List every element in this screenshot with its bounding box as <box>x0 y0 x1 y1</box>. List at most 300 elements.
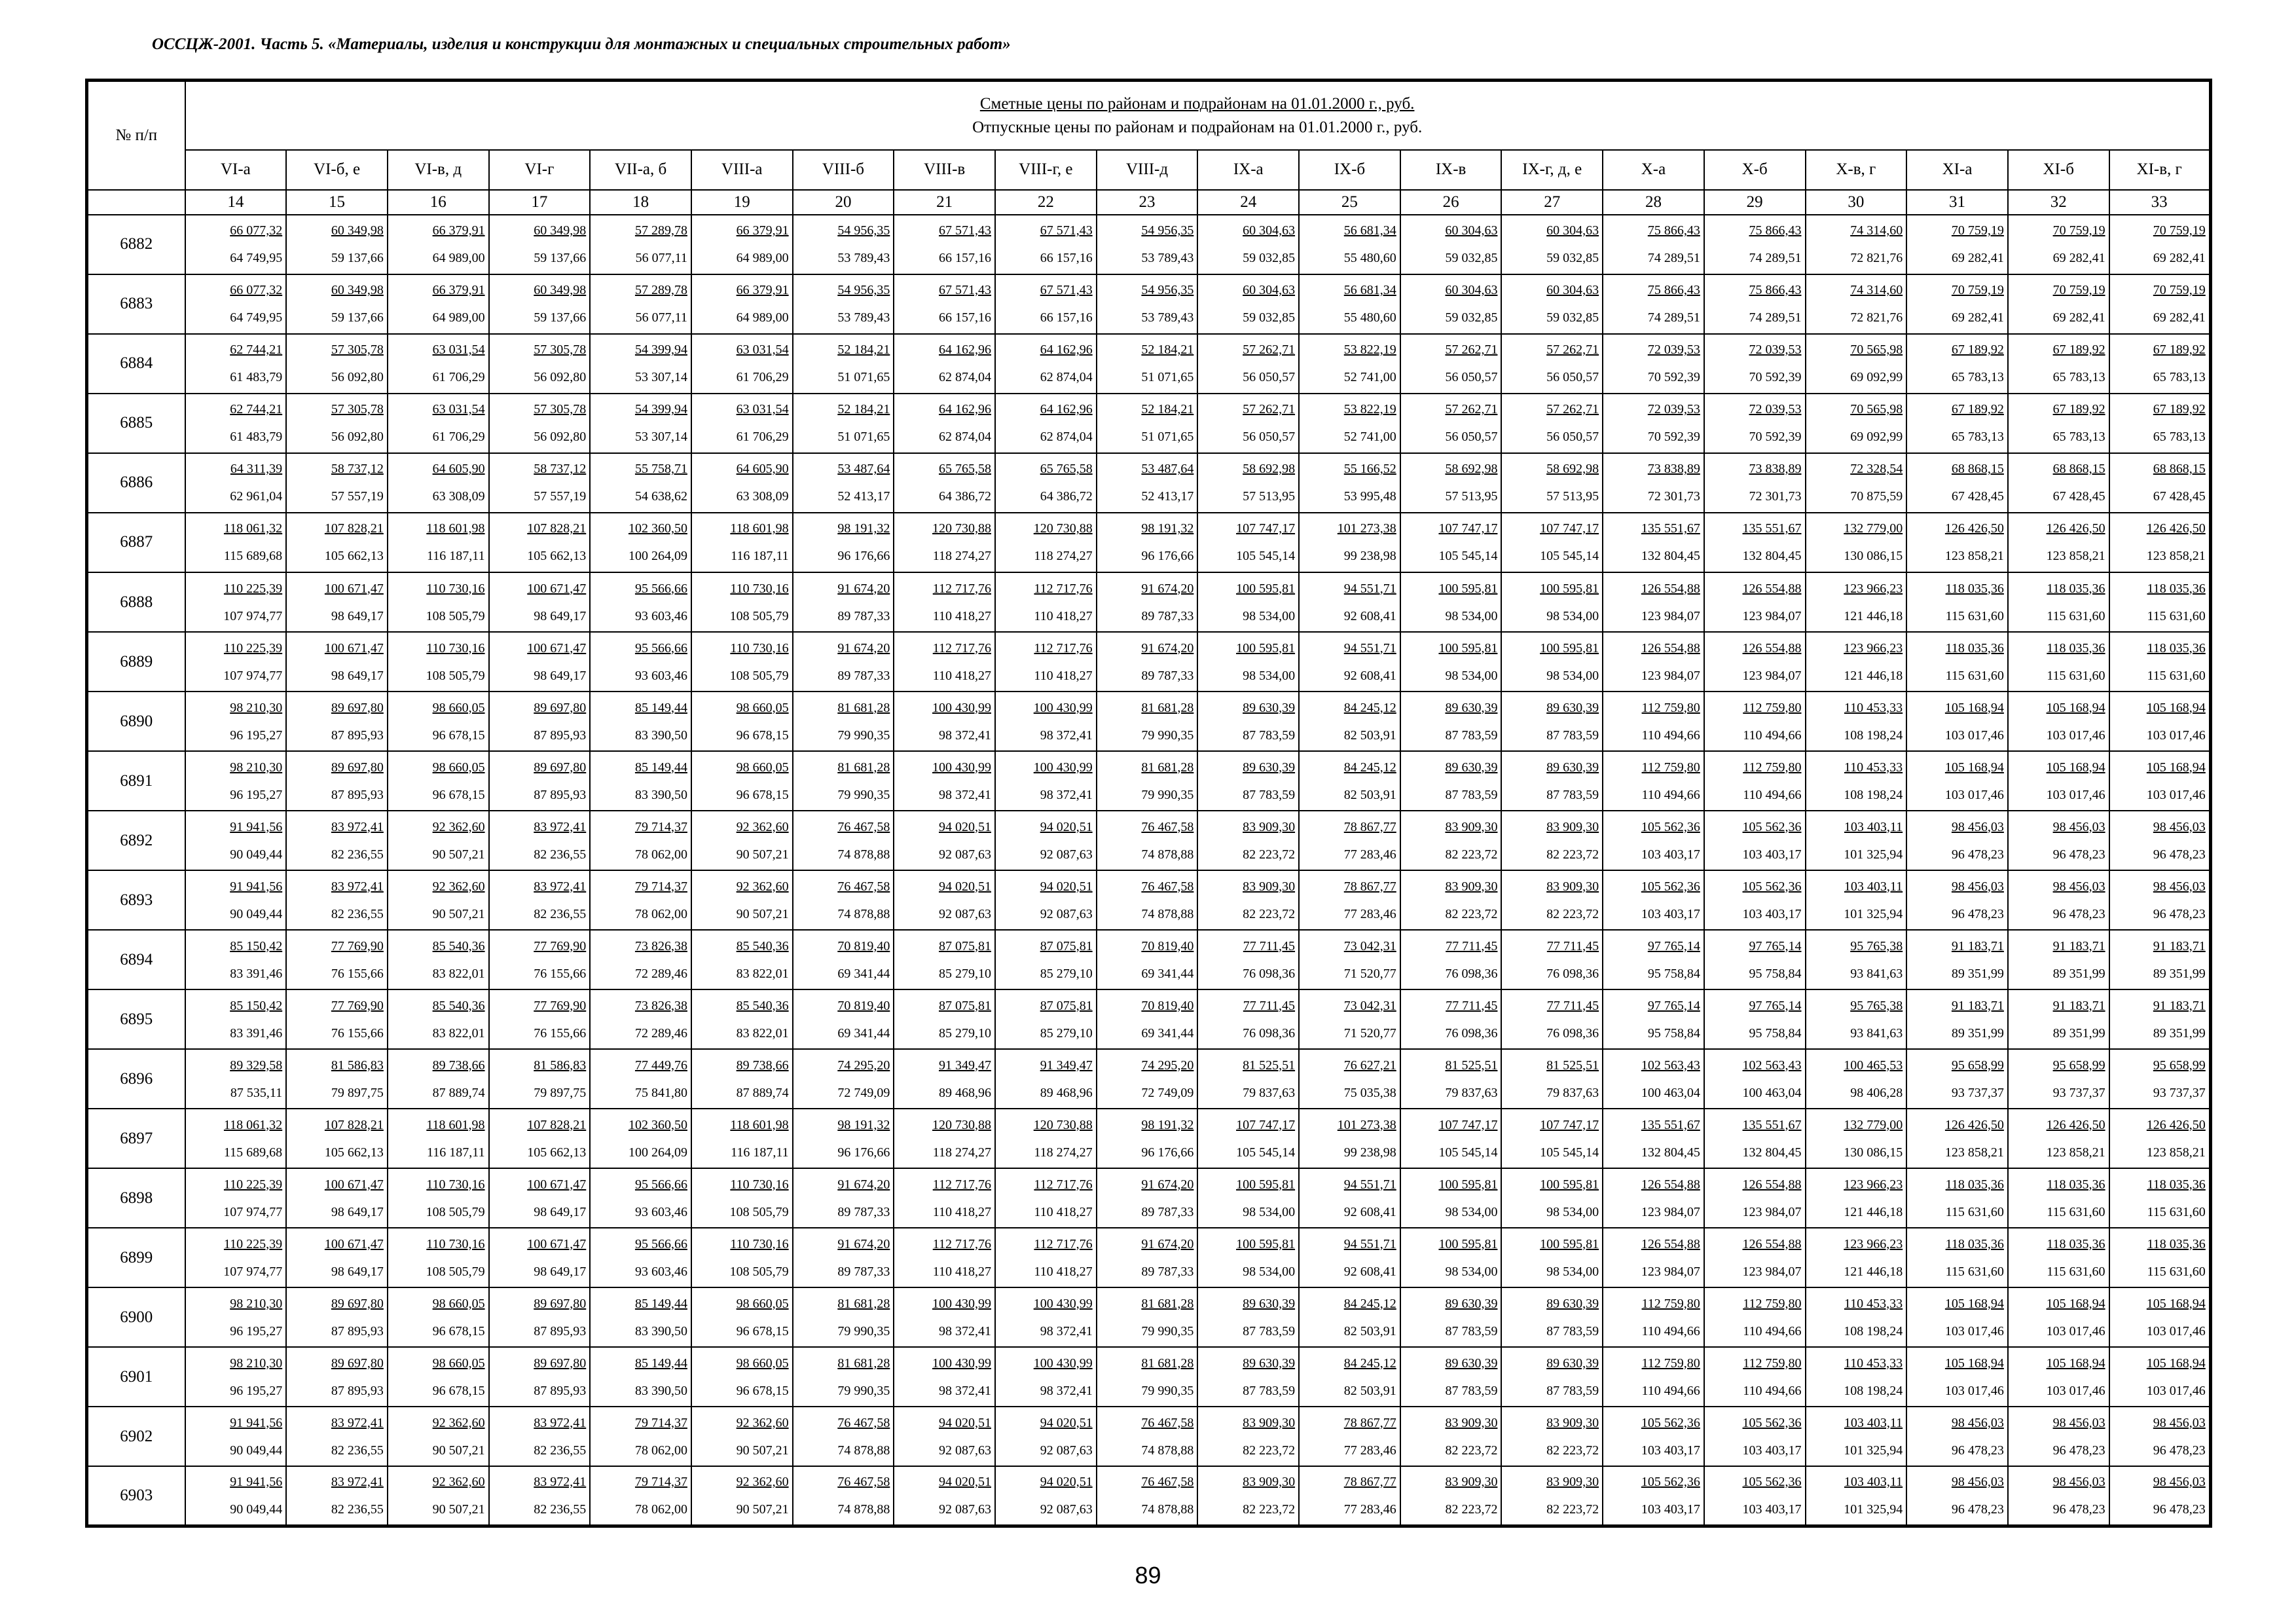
release-price: 65 783,13 <box>2052 370 2105 385</box>
release-price: 62 874,04 <box>939 430 991 445</box>
release-price: 78 062,00 <box>634 906 687 921</box>
estimate-price: 135 551,67 <box>1641 521 1700 536</box>
estimate-price: 57 262,71 <box>1445 342 1498 358</box>
release-price: 59 137,66 <box>534 251 587 266</box>
release-price: 83 390,50 <box>634 1383 687 1398</box>
price-cell <box>1806 1347 1907 1407</box>
price-cell <box>1197 930 1299 989</box>
price-cell <box>2008 1228 2109 1287</box>
release-price: 74 878,88 <box>1141 906 1194 921</box>
estimate-price: 89 630,39 <box>1445 1296 1498 1311</box>
estimate-price: 77 711,45 <box>1446 938 1498 953</box>
estimate-price: 53 487,64 <box>1141 462 1194 477</box>
release-price: 87 895,93 <box>331 728 384 743</box>
release-price: 82 223,72 <box>1445 906 1498 921</box>
price-cell <box>1097 572 1198 632</box>
release-price: 79 837,63 <box>1445 1085 1498 1100</box>
release-price: 98 372,41 <box>939 1383 991 1398</box>
estimate-price: 98 210,30 <box>230 760 283 775</box>
price-cell <box>995 811 1097 870</box>
estimate-price: 94 551,71 <box>1343 581 1396 596</box>
release-price: 75 035,38 <box>1343 1085 1396 1100</box>
price-cell <box>793 1407 894 1466</box>
release-price: 107 974,77 <box>223 608 283 623</box>
estimate-price: 105 168,94 <box>1944 760 2004 775</box>
release-price: 82 223,72 <box>1546 847 1599 862</box>
price-cell <box>1906 989 2008 1049</box>
release-price: 98 649,17 <box>331 1204 384 1219</box>
price-cell <box>995 870 1097 930</box>
price-cell <box>1603 274 1704 334</box>
estimate-price: 89 630,39 <box>1243 760 1296 775</box>
release-price: 53 789,43 <box>1141 310 1194 325</box>
price-cell <box>1299 394 1400 453</box>
region-header: VIII-в <box>894 150 995 189</box>
release-price: 77 283,46 <box>1343 847 1396 862</box>
price-cell <box>1704 870 1806 930</box>
release-price: 96 195,27 <box>230 1383 283 1398</box>
table-row <box>87 513 2211 572</box>
price-cell <box>1704 811 1806 870</box>
price-cell <box>995 1466 1097 1526</box>
price-cell <box>995 1287 1097 1347</box>
price-cell <box>1299 1109 1400 1168</box>
estimate-price: 78 867,77 <box>1343 1475 1396 1490</box>
estimate-price: 60 304,63 <box>1546 283 1599 298</box>
price-cell <box>1501 1347 1603 1407</box>
release-price: 123 984,07 <box>1641 1204 1700 1219</box>
release-price: 85 279,10 <box>1040 966 1093 981</box>
price-cell <box>793 513 894 572</box>
estimate-price: 89 697,80 <box>534 1356 587 1371</box>
release-price: 96 678,15 <box>736 787 789 802</box>
estimate-price: 91 941,56 <box>230 1415 283 1430</box>
estimate-price: 76 467,58 <box>1141 819 1194 834</box>
estimate-price: 100 595,81 <box>1236 640 1296 655</box>
estimate-price: 74 314,60 <box>1850 283 1903 298</box>
price-cell <box>1299 453 1400 513</box>
price-cell <box>793 930 894 989</box>
estimate-price: 112 717,76 <box>1034 640 1093 655</box>
price-cell <box>185 989 287 1049</box>
price-cell <box>185 751 287 811</box>
release-price: 70 592,39 <box>1749 430 1802 445</box>
estimate-price: 83 972,41 <box>534 819 587 834</box>
table-row <box>87 1407 2211 1466</box>
release-price: 83 391,46 <box>230 1025 283 1041</box>
release-price: 110 418,27 <box>932 668 991 683</box>
release-price: 93 737,37 <box>2153 1085 2206 1100</box>
release-price: 103 403,17 <box>1742 847 1802 862</box>
release-price: 96 195,27 <box>230 728 283 743</box>
price-cell <box>793 274 894 334</box>
estimate-price: 101 273,38 <box>1337 521 1396 536</box>
price-cell <box>995 751 1097 811</box>
release-price: 64 749,95 <box>230 251 283 266</box>
release-price: 96 678,15 <box>736 1383 789 1398</box>
row-number: 6896 <box>87 1049 185 1109</box>
estimate-price: 75 866,43 <box>1647 283 1700 298</box>
estimate-price: 66 379,91 <box>736 283 789 298</box>
estimate-price: 100 671,47 <box>527 640 587 655</box>
estimate-price: 79 714,37 <box>634 1415 687 1430</box>
estimate-price: 68 868,15 <box>2153 462 2206 477</box>
price-cell <box>894 1049 995 1109</box>
price-cell <box>1097 1407 1198 1466</box>
release-price: 79 990,35 <box>837 728 890 743</box>
release-price: 98 534,00 <box>1445 1264 1498 1279</box>
release-price: 79 837,63 <box>1243 1085 1296 1100</box>
release-price: 64 386,72 <box>1040 489 1093 504</box>
price-cell <box>489 394 591 453</box>
estimate-price: 105 562,36 <box>1742 1475 1802 1490</box>
estimate-price: 58 692,98 <box>1546 462 1599 477</box>
release-price: 64 989,00 <box>736 310 789 325</box>
release-price: 123 984,07 <box>1742 1204 1802 1219</box>
estimate-price: 105 168,94 <box>2146 760 2206 775</box>
price-cell <box>1603 692 1704 751</box>
release-price: 118 274,27 <box>1034 549 1093 564</box>
release-price: 107 974,77 <box>223 1264 283 1279</box>
price-cell <box>2109 1109 2211 1168</box>
region-header: IX-в <box>1400 150 1502 189</box>
estimate-price: 112 759,80 <box>1641 1356 1700 1371</box>
estimate-price: 98 456,03 <box>2153 819 2206 834</box>
price-cell <box>2008 453 2109 513</box>
price-cell <box>185 215 287 274</box>
release-price: 52 413,17 <box>837 489 890 504</box>
price-cell <box>388 1407 489 1466</box>
release-price: 123 858,21 <box>1944 1145 2004 1160</box>
price-cell <box>2109 1347 2211 1407</box>
estimate-price: 126 554,88 <box>1742 1177 1802 1192</box>
release-price: 51 071,65 <box>1141 430 1194 445</box>
release-price: 103 017,46 <box>2046 1383 2105 1398</box>
price-cell <box>185 632 287 692</box>
price-caption <box>185 81 2211 151</box>
price-cell <box>388 1168 489 1228</box>
estimate-price: 95 566,66 <box>634 1177 687 1192</box>
price-cell <box>1097 1168 1198 1228</box>
price-cell <box>388 1466 489 1526</box>
release-price: 115 631,60 <box>2047 608 2105 623</box>
estimate-price: 81 681,28 <box>837 1296 890 1311</box>
release-price: 110 494,66 <box>1641 1383 1700 1398</box>
release-price: 96 478,23 <box>2153 847 2206 862</box>
price-cell <box>1197 1228 1299 1287</box>
estimate-price: 98 191,32 <box>837 521 890 536</box>
release-price: 92 087,63 <box>939 1502 991 1517</box>
release-price: 123 858,21 <box>2046 1145 2105 1160</box>
price-cell <box>2109 394 2211 453</box>
price-cell <box>388 394 489 453</box>
release-price: 98 649,17 <box>534 668 587 683</box>
table-row <box>87 1109 2211 1168</box>
estimate-price: 92 362,60 <box>736 1475 789 1490</box>
price-cell <box>691 692 793 751</box>
release-price: 64 989,00 <box>736 251 789 266</box>
release-price: 63 308,09 <box>432 489 485 504</box>
price-cell <box>489 215 591 274</box>
release-price: 89 787,33 <box>1141 1204 1194 1219</box>
estimate-price: 83 909,30 <box>1445 879 1498 894</box>
price-cell <box>1197 989 1299 1049</box>
release-price: 87 783,59 <box>1546 1323 1599 1338</box>
estimate-price: 100 430,99 <box>932 1356 991 1371</box>
release-price: 96 176,66 <box>1141 1145 1194 1160</box>
estimate-price: 81 681,28 <box>1141 760 1194 775</box>
release-price: 100 463,04 <box>1742 1085 1802 1100</box>
price-cell <box>894 811 995 870</box>
price-cell <box>1097 453 1198 513</box>
release-price: 79 897,75 <box>331 1085 384 1100</box>
release-price: 62 874,04 <box>1040 430 1093 445</box>
estimate-price: 105 168,94 <box>2046 760 2105 775</box>
price-cell <box>1806 1168 1907 1228</box>
release-price: 92 608,41 <box>1343 608 1396 623</box>
release-price: 66 157,16 <box>939 251 991 266</box>
release-price: 89 787,33 <box>837 1264 890 1279</box>
estimate-price: 77 711,45 <box>1446 998 1498 1013</box>
price-cell <box>590 692 691 751</box>
release-price: 87 783,59 <box>1243 787 1296 802</box>
estimate-price: 57 305,78 <box>331 342 384 358</box>
release-price: 96 478,23 <box>1951 1443 2004 1458</box>
price-cell <box>1197 870 1299 930</box>
release-price: 82 223,72 <box>1445 1502 1498 1517</box>
price-cell <box>1400 1049 1502 1109</box>
estimate-price: 54 399,94 <box>634 342 687 358</box>
release-price: 89 351,99 <box>1951 1025 2004 1041</box>
release-price: 72 821,76 <box>1850 310 1903 325</box>
estimate-price: 89 630,39 <box>1546 1356 1599 1371</box>
estimate-price: 63 031,54 <box>736 402 789 417</box>
release-price: 93 603,46 <box>634 608 687 623</box>
estimate-price: 126 554,88 <box>1742 581 1802 596</box>
price-cell <box>995 215 1097 274</box>
estimate-price: 102 563,43 <box>1641 1058 1700 1073</box>
release-price: 98 534,00 <box>1445 1204 1498 1219</box>
estimate-price: 81 681,28 <box>1141 1356 1194 1371</box>
release-price: 96 678,15 <box>432 728 485 743</box>
price-cell <box>1906 1347 2008 1407</box>
price-cell <box>1097 751 1198 811</box>
price-cell <box>1501 1168 1603 1228</box>
price-cell <box>185 572 287 632</box>
estimate-price: 98 191,32 <box>837 1117 890 1132</box>
estimate-price: 85 149,44 <box>634 700 687 715</box>
price-cell <box>1501 513 1603 572</box>
price-cell <box>1400 751 1502 811</box>
release-price: 61 706,29 <box>432 430 485 445</box>
price-cell <box>1299 692 1400 751</box>
price-cell <box>995 1228 1097 1287</box>
release-price: 76 098,36 <box>1243 1025 1296 1041</box>
release-price: 56 050,57 <box>1445 430 1498 445</box>
estimate-price: 83 909,30 <box>1445 1475 1498 1490</box>
price-cell <box>691 1049 793 1109</box>
release-price: 56 050,57 <box>1243 370 1296 385</box>
price-cell <box>185 334 287 394</box>
estimate-price: 100 595,81 <box>1438 581 1498 596</box>
release-price: 64 989,00 <box>432 310 485 325</box>
release-price: 98 649,17 <box>331 608 384 623</box>
estimate-price: 60 349,98 <box>534 223 587 238</box>
price-cell <box>286 1109 388 1168</box>
estimate-price: 103 403,11 <box>1844 879 1903 894</box>
price-cell <box>1603 394 1704 453</box>
price-cell <box>1197 215 1299 274</box>
price-cell <box>185 1466 287 1526</box>
price-cell <box>1501 751 1603 811</box>
price-cell <box>691 1228 793 1287</box>
price-cell <box>995 1049 1097 1109</box>
release-price: 61 706,29 <box>432 370 485 385</box>
price-cell <box>388 870 489 930</box>
estimate-price: 73 826,38 <box>634 938 687 953</box>
price-cell <box>2008 334 2109 394</box>
price-cell <box>2109 1168 2211 1228</box>
estimate-price: 100 430,99 <box>932 760 991 775</box>
price-cell <box>1906 394 2008 453</box>
estimate-price: 102 563,43 <box>1742 1058 1802 1073</box>
release-price: 103 017,46 <box>2146 787 2206 802</box>
price-cell <box>286 513 388 572</box>
estimate-price: 94 551,71 <box>1343 640 1396 655</box>
release-price: 74 289,51 <box>1647 310 1700 325</box>
price-cell <box>1501 989 1603 1049</box>
price-cell <box>388 692 489 751</box>
price-cell <box>1603 632 1704 692</box>
price-cell <box>1400 572 1502 632</box>
estimate-price: 70 565,98 <box>1850 342 1903 358</box>
release-price: 79 990,35 <box>1141 728 1194 743</box>
release-price: 64 989,00 <box>432 251 485 266</box>
estimate-price: 62 744,21 <box>230 402 283 417</box>
price-cell <box>1400 930 1502 989</box>
price-cell <box>1806 811 1907 870</box>
price-cell <box>995 334 1097 394</box>
estimate-price: 112 759,80 <box>1641 700 1700 715</box>
price-cell <box>1097 513 1198 572</box>
price-cell <box>590 513 691 572</box>
estimate-price: 94 020,51 <box>939 819 991 834</box>
release-price: 96 478,23 <box>2052 906 2105 921</box>
price-cell <box>1704 751 1806 811</box>
price-cell <box>1603 811 1704 870</box>
release-price: 98 372,41 <box>939 787 991 802</box>
release-price: 82 223,72 <box>1445 847 1498 862</box>
price-cell <box>1501 1109 1603 1168</box>
estimate-price: 89 697,80 <box>331 760 384 775</box>
release-price: 123 858,21 <box>1944 549 2004 564</box>
price-cell <box>691 930 793 989</box>
price-cell <box>185 1407 287 1466</box>
price-cell <box>1097 1049 1198 1109</box>
release-price: 82 503,91 <box>1343 1323 1396 1338</box>
estimate-price: 64 605,90 <box>736 462 789 477</box>
estimate-price: 63 031,54 <box>736 342 789 358</box>
price-cell <box>1299 1228 1400 1287</box>
release-price: 87 895,93 <box>534 728 587 743</box>
price-cell <box>691 394 793 453</box>
release-price: 96 678,15 <box>432 1323 485 1338</box>
release-price: 62 874,04 <box>1040 370 1093 385</box>
price-cell <box>388 453 489 513</box>
release-price: 98 649,17 <box>331 1264 384 1279</box>
price-cell <box>1299 1168 1400 1228</box>
estimate-price: 83 972,41 <box>534 879 587 894</box>
release-price: 89 351,99 <box>2052 966 2105 981</box>
release-price: 98 534,00 <box>1243 668 1296 683</box>
estimate-price: 97 765,14 <box>1647 998 1700 1013</box>
price-cell <box>1806 751 1907 811</box>
estimate-price: 118 035,36 <box>1945 640 2004 655</box>
release-price: 108 505,79 <box>426 608 485 623</box>
release-price: 98 534,00 <box>1546 668 1599 683</box>
estimate-price: 83 972,41 <box>534 1415 587 1430</box>
price-cell <box>388 334 489 394</box>
row-number: 6884 <box>87 334 185 394</box>
estimate-price: 60 349,98 <box>534 283 587 298</box>
price-cell <box>590 870 691 930</box>
price-cell <box>590 1049 691 1109</box>
price-cell <box>185 274 287 334</box>
price-cell <box>1299 1466 1400 1526</box>
price-cell <box>1806 394 1907 453</box>
estimate-price: 89 630,39 <box>1546 1296 1599 1311</box>
price-cell <box>185 453 287 513</box>
price-cell <box>1906 1287 2008 1347</box>
price-cell <box>793 1287 894 1347</box>
release-price: 121 446,18 <box>1844 608 1903 623</box>
price-cell <box>894 989 995 1049</box>
price-cell <box>489 811 591 870</box>
estimate-price: 70 819,40 <box>1141 998 1194 1013</box>
price-cell <box>894 692 995 751</box>
release-price: 87 783,59 <box>1445 787 1498 802</box>
release-price: 57 513,95 <box>1243 489 1296 504</box>
price-cell <box>388 513 489 572</box>
estimate-price: 89 630,39 <box>1546 760 1599 775</box>
price-cell <box>1299 215 1400 274</box>
estimate-price: 98 191,32 <box>1141 521 1194 536</box>
release-price: 65 783,13 <box>1951 370 2004 385</box>
estimate-price: 65 765,58 <box>1040 462 1093 477</box>
release-price: 116 187,11 <box>427 549 485 564</box>
estimate-price: 83 972,41 <box>331 1415 384 1430</box>
release-price: 98 649,17 <box>534 1204 587 1219</box>
estimate-price: 66 077,32 <box>230 283 283 298</box>
estimate-price: 98 456,03 <box>1951 1475 2004 1490</box>
price-cell <box>1603 513 1704 572</box>
colnum-blank <box>87 190 185 215</box>
estimate-price: 118 601,98 <box>730 1117 789 1132</box>
release-price: 70 875,59 <box>1850 489 1903 504</box>
estimate-price: 105 168,94 <box>1944 1356 2004 1371</box>
price-cell <box>793 1168 894 1228</box>
estimate-price: 126 426,50 <box>1944 1117 2004 1132</box>
estimate-price: 68 868,15 <box>2052 462 2105 477</box>
estimate-price: 112 717,76 <box>932 581 991 596</box>
estimate-price: 107 747,17 <box>1236 1117 1296 1132</box>
release-price: 74 878,88 <box>1141 847 1194 862</box>
price-cell <box>590 632 691 692</box>
estimate-price: 70 759,19 <box>1951 223 2004 238</box>
release-price: 103 403,17 <box>1742 1502 1802 1517</box>
release-price: 69 092,99 <box>1850 430 1903 445</box>
release-price: 74 878,88 <box>1141 1443 1194 1458</box>
